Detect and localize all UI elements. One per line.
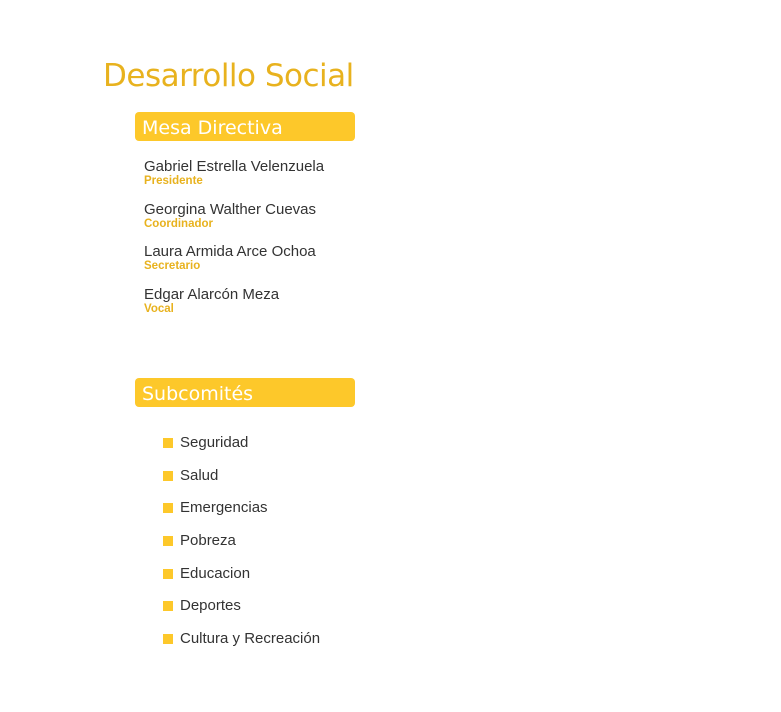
member-role: Presidente	[144, 175, 203, 187]
square-bullet-icon	[163, 634, 173, 644]
subcomite-label: Seguridad	[180, 434, 249, 451]
subcomite-item-emergencias[interactable]	[163, 498, 320, 531]
subcomite-label: Pobreza	[180, 532, 236, 550]
subcomite-label: Educacion	[180, 564, 251, 582]
square-bullet-icon	[163, 438, 173, 448]
member-role: Vocal	[144, 302, 174, 315]
subcomites-list	[163, 433, 320, 662]
subcomite-label: Cultura y Recreación	[180, 630, 321, 648]
member-item	[144, 286, 324, 329]
subcomite-item-deportes[interactable]	[163, 596, 320, 629]
page-title: Desarrollo Social	[103, 58, 354, 94]
subcomite-item-seguridad[interactable]	[163, 433, 320, 466]
member-name: Edgar Alarcón Meza	[144, 285, 280, 303]
member-role: Coordinador	[144, 217, 213, 230]
mesa-directiva-header: Mesa Directiva	[135, 112, 355, 141]
square-bullet-icon	[163, 503, 173, 513]
subcomite-item-educacion[interactable]	[163, 564, 320, 597]
subcomites-header: Subcomités	[135, 378, 355, 407]
subcomite-item-salud[interactable]	[163, 466, 320, 499]
subcomite-item-pobreza[interactable]	[163, 531, 320, 564]
member-name: Laura Armida Arce Ochoa	[144, 243, 316, 260]
member-name: Gabriel Estrella Velenzuela	[144, 158, 325, 175]
member-item	[144, 243, 324, 286]
subcomite-label: Emergencias	[180, 499, 268, 517]
subcomite-item-cultura-y-recreacion[interactable]	[163, 629, 320, 662]
square-bullet-icon	[163, 569, 173, 579]
member-item	[144, 158, 324, 201]
member-role: Secretario	[144, 260, 201, 272]
subcomite-label: Deportes	[180, 597, 241, 615]
member-item	[144, 201, 324, 244]
square-bullet-icon	[163, 471, 173, 481]
mesa-directiva-list	[144, 158, 324, 328]
square-bullet-icon	[163, 601, 173, 611]
subcomite-label: Salud	[180, 466, 219, 484]
square-bullet-icon	[163, 536, 173, 546]
member-name: Georgina Walther Cuevas	[144, 200, 317, 218]
